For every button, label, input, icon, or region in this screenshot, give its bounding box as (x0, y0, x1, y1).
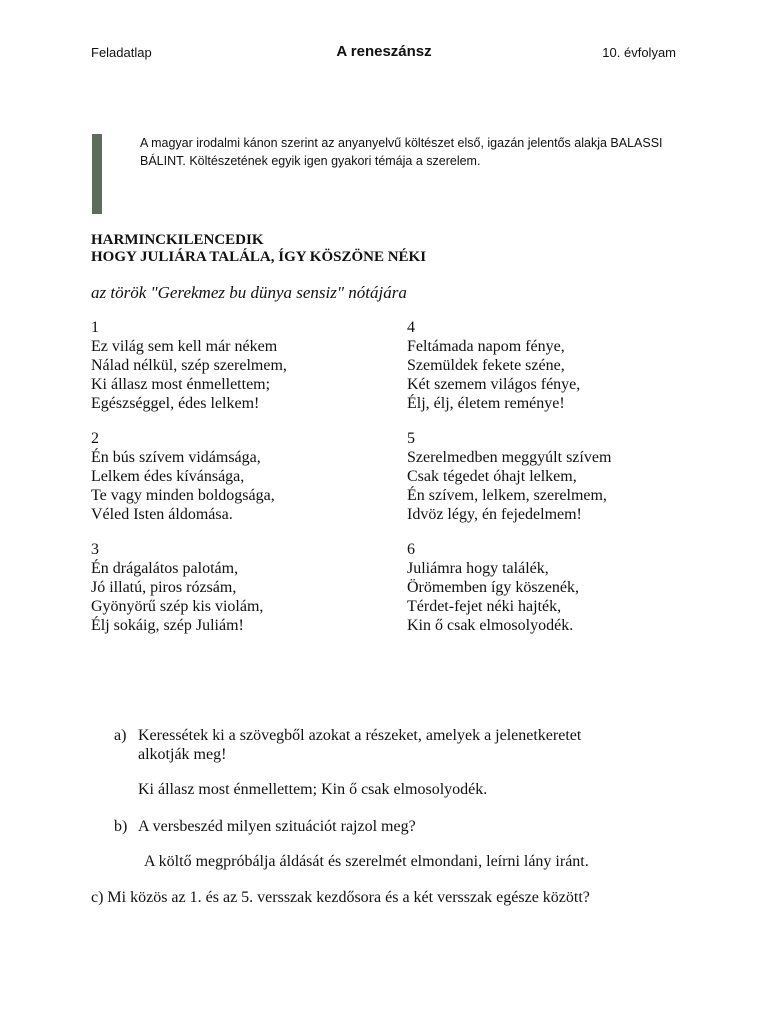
verse-line: Én drágalátos palotám, (91, 560, 239, 577)
verse-line: Feltámada napom fénye, (407, 338, 565, 355)
stanza (407, 540, 707, 638)
verse-line: Én bús szívem vidámsága, (91, 449, 261, 466)
verse-line: Jó illatú, piros rózsám, (91, 579, 237, 596)
verse-line: Szerelmedben meggyúlt szívem (407, 449, 612, 466)
verse-line: Szemüldek fekete széne, (407, 357, 565, 374)
stanza (91, 540, 391, 638)
verse-line: Lelkem édes kívánsága, (91, 468, 245, 485)
stanza-number: 4 (407, 319, 415, 336)
verse-line: Egészséggel, édes lelkem! (91, 395, 260, 412)
poem-column-right (407, 318, 707, 651)
intro-text (140, 134, 680, 170)
verse-line: Kin ő csak elmosolyodék. (407, 617, 574, 634)
header-right: 10. évfolyam (602, 45, 676, 60)
poem-subtitle: az török "Gerekmez bu dünya sensiz" nótájára (91, 283, 407, 302)
verse-line: Gyönyörű szép kis violám, (91, 598, 264, 615)
question-b-text: A versbeszéd milyen szituációt rajzol meg? (138, 818, 416, 835)
header-left: Feladatlap (91, 45, 152, 60)
question-line: Keressétek ki a szövegből azokat a részeket, amelyek a jelenetkeretet (138, 727, 582, 744)
question-line: alkotják meg! (138, 746, 227, 763)
stanza (407, 318, 707, 416)
question-a-text (138, 726, 581, 764)
poem-title-line: HOGY JULIÁRA TALÁLA, ÍGY KÖSZÖNE NÉKI (91, 249, 427, 265)
verse-line: Élj sokáig, szép Juliám! (91, 617, 244, 634)
poem-column-left (91, 318, 391, 651)
poem-title (91, 232, 426, 266)
verse-line: Élj, élj, életem reménye! (407, 395, 565, 412)
stanza (91, 429, 391, 527)
poem-title-line: HARMINCKILENCEDIK (91, 232, 264, 248)
question-a-label: a) (114, 727, 127, 744)
verse-line: Csak tégedet óhajt lelkem, (407, 468, 577, 485)
verse-line: Térdet-fejet néki hajték, (407, 598, 562, 615)
page-title: A reneszánsz (336, 43, 432, 60)
verse-line: Én szívem, lelkem, szerelmem, (407, 487, 607, 504)
stanza-number: 5 (407, 430, 415, 447)
answer-a: Ki állasz most énmellettem; Kin ő csak elmosolyodék. (138, 781, 488, 798)
verse-line: Idvöz légy, én fejedelmem! (407, 506, 582, 523)
answer-b: A költő megpróbálja áldását és szerelmét elmondani, leírni lány iránt. (144, 853, 589, 870)
intro-line: BÁLINT. Költészetének egyik igen gyakori témája a szerelem. (140, 154, 481, 168)
verse-line: Véled Isten áldomása. (91, 506, 233, 523)
verse-line: Juliámra hogy találék, (407, 560, 549, 577)
question-c-text: c) Mi közös az 1. és az 5. versszak kezdősora és a két versszak egésze között? (91, 889, 590, 906)
verse-line: Örömemben így köszenék, (407, 579, 579, 596)
verse-line: Nálad nélkül, szép szerelmem, (91, 357, 287, 374)
verse-line: Két szemem világos fénye, (407, 376, 581, 393)
verse-line: Ki állasz most énmellettem; (91, 376, 271, 393)
intro-accent-bar (92, 134, 102, 214)
stanza-number: 6 (407, 541, 415, 558)
verse-line: Ez világ sem kell már nékem (91, 338, 278, 355)
verse-line: Te vagy minden boldogsága, (91, 487, 275, 504)
stanza (91, 318, 391, 416)
intro-line: A magyar irodalmi kánon szerint az anyanyelvű költészet első, igazán jelentős alakja BALASSI (140, 136, 663, 150)
question-b-label: b) (114, 818, 128, 835)
stanza-number: 3 (91, 541, 99, 558)
stanza-number: 2 (91, 430, 99, 447)
stanza (407, 429, 707, 527)
stanza-number: 1 (91, 319, 99, 336)
